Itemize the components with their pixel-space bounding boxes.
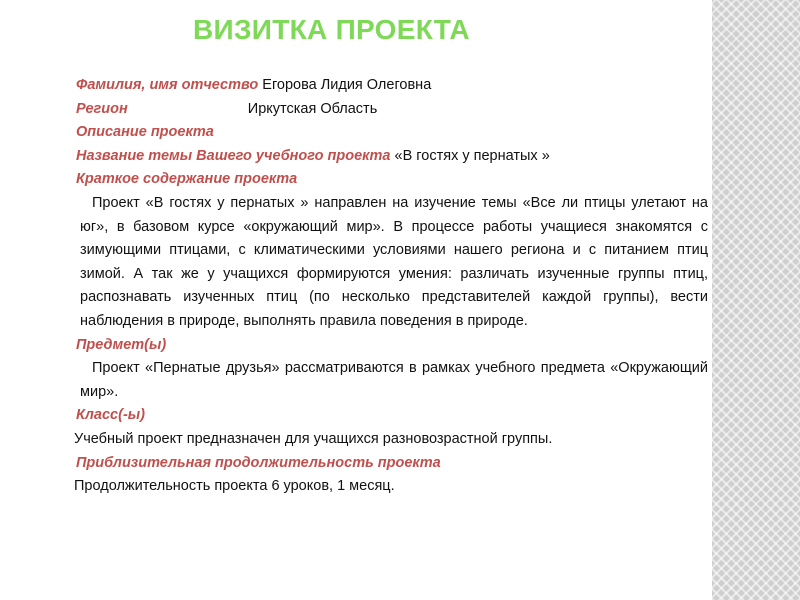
description-label: Описание проекта (76, 124, 214, 141)
topic-value: «В гостях у пернатых » (394, 147, 550, 164)
duration-text: Продолжительность проекта 6 уроков, 1 месяц. (74, 478, 395, 495)
region-value: Иркутская Область (247, 100, 378, 117)
region-label: Регион (76, 100, 128, 117)
slide-title: ВИЗИТКА ПРОЕКТА (193, 14, 470, 45)
fio-label: Фамилия, имя отчество (76, 77, 259, 93)
subjects-heading-row (76, 334, 708, 358)
grades-text: Учебный проект предназначен для учащихся разновозрастной группы. (74, 430, 553, 447)
project-card (76, 74, 708, 499)
region-row (76, 98, 708, 122)
duration-heading-row (76, 452, 708, 476)
topic-label: Название темы Вашего учебного проекта (76, 147, 391, 164)
decorative-side-strip (712, 0, 800, 600)
grades-label: Класс(-ы) (76, 407, 145, 424)
fio-row (76, 74, 708, 98)
grades-heading-row (76, 404, 708, 428)
subjects-label: Предмет(ы) (76, 336, 167, 353)
summary-heading-row (76, 168, 708, 192)
summary-text: Проект «В гостях у пернатых » направлен на изучение темы «Все ли птицы улетают на юг», в базовом курсе «окружающий мир». В процессе работы учащиеся знакомятся с зимующими птицами, с климатическими условиями нашего региона и с питанием птиц зимой. А так же у учащихся формируются умения: различать изученные группы птиц, распознавать изученных птиц (по несколько представителей каждой группы), вести наблюдения в природе, выполнять правила поведения в природе. (80, 194, 708, 329)
description-row (76, 121, 708, 145)
duration-label: Приблизительная продолжительность проекта (76, 454, 441, 471)
fio-value: Егорова Лидия Олеговна (262, 77, 432, 93)
topic-row (76, 145, 708, 169)
subjects-text: Проект «Пернатые друзья» рассматриваются в рамках учебного предмета «Окружающий мир». (80, 360, 708, 400)
summary-label: Краткое содержание проекта (76, 171, 298, 188)
